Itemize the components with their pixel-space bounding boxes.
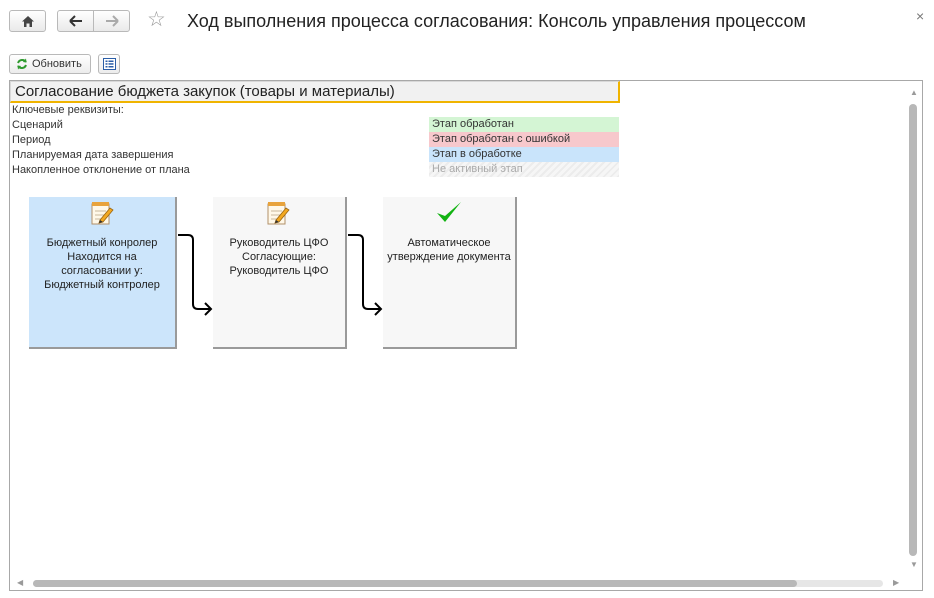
key-props-label: Ключевые реквизиты:	[12, 104, 124, 116]
stage-line: Автоматическое	[407, 237, 491, 249]
scroll-right-icon[interactable]: ▶	[893, 578, 900, 587]
field-period: Период	[12, 134, 51, 146]
process-header: Согласование бюджета закупок (товары и материалы)	[10, 81, 620, 103]
legend-processed: Этап обработан	[429, 117, 619, 132]
stage-line: Согласующие:	[242, 251, 316, 263]
legend-inactive: Не активный этап	[429, 162, 619, 177]
stage-line: Бюджетный конролер	[46, 237, 158, 249]
connector-arrow	[178, 235, 381, 315]
close-icon[interactable]: ×	[916, 8, 925, 24]
stage-line: Бюджетный контролер	[44, 279, 160, 291]
stage-line: Находится на	[67, 251, 137, 263]
horizontal-scrollbar[interactable]	[33, 580, 797, 587]
scroll-down-icon[interactable]: ▼	[910, 560, 918, 569]
favorite-star-icon[interactable]: ☆	[147, 8, 166, 31]
legend-in-progress: Этап в обработке	[429, 147, 619, 162]
vertical-scrollbar[interactable]	[909, 104, 917, 556]
scroll-up-icon[interactable]: ▲	[910, 88, 918, 97]
stage-line: Руководитель ЦФО	[229, 237, 329, 249]
field-scenario: Сценарий	[12, 119, 63, 131]
stage-line: согласовании у:	[61, 265, 143, 277]
legend-error: Этап обработан с ошибкой	[429, 132, 619, 147]
stage-line: утверждение документа	[387, 251, 511, 263]
field-planned-date: Планируемая дата завершения	[12, 149, 174, 161]
field-deviation: Накопленное отклонение от плана	[12, 164, 190, 176]
scroll-left-icon[interactable]: ◀	[17, 578, 24, 587]
window-title: Ход выполнения процесса согласования: Консоль управления процессом	[187, 11, 806, 31]
refresh-label: Обновить	[32, 58, 82, 70]
stage-line: Руководитель ЦФО	[229, 265, 329, 277]
